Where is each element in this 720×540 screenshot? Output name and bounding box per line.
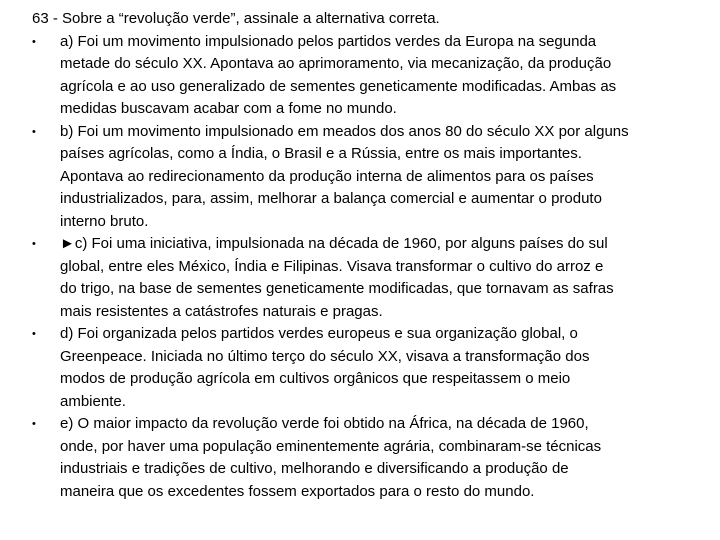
option-b-text bbox=[60, 121, 702, 234]
option-line: industriais e tradições de cultivo, melhorando e diversificando a produção de bbox=[60, 460, 569, 477]
option-line: medidas buscavam acabar com a fome no mundo. bbox=[60, 100, 397, 117]
option-line: interno bruto. bbox=[60, 212, 149, 230]
option-e bbox=[32, 413, 702, 503]
bullet-icon: • bbox=[32, 125, 36, 138]
option-line: onde, por haver uma população eminentemente agrária, combinaram-se técnicas bbox=[60, 437, 602, 455]
option-line: industrializados, para, assim, melhorar a balança comercial e aumentar o produto bbox=[60, 190, 602, 207]
option-d bbox=[32, 323, 702, 413]
option-e-text bbox=[60, 413, 702, 503]
bullet-icon: • bbox=[32, 35, 36, 48]
option-c-text bbox=[60, 233, 702, 323]
option-line: Apontava ao redirecionamento da produção interna de alimentos para os países bbox=[60, 167, 594, 185]
options-list bbox=[32, 31, 702, 504]
option-line: e) O maior impacto da revolução verde foi obtido na África, na década de 1960, bbox=[60, 415, 589, 432]
option-line: países agrícolas, como a Índia, o Brasil e a Rússia, entre os mais importantes. bbox=[60, 145, 582, 162]
option-line: do trigo, na base de sementes geneticamente modificadas, que tornavam as safras bbox=[60, 280, 614, 297]
option-b bbox=[32, 121, 702, 234]
bullet-icon: • bbox=[32, 328, 36, 340]
option-d-text bbox=[60, 323, 702, 413]
bullet-icon: • bbox=[32, 238, 36, 250]
option-line: mais resistentes a catástrofes naturais e pragas. bbox=[60, 302, 383, 320]
option-line: maneira que os excedentes fossem exportados para o resto do mundo. bbox=[60, 482, 535, 500]
question-title: 63 - Sobre a “revolução verde”, assinale a alternativa correta. bbox=[32, 10, 440, 27]
option-line: Greenpeace. Iniciada no último terço do século XX, visava a transformação dos bbox=[60, 347, 590, 365]
option-line: agrícola e ao uso generalizado de sementes geneticamente modificadas. Ambas as bbox=[60, 77, 617, 95]
option-a bbox=[32, 31, 702, 121]
option-c bbox=[32, 233, 702, 323]
option-line: global, entre eles México, Índia e Filipinas. Visava transformar o cultivo do arroz e bbox=[60, 257, 604, 275]
question-block bbox=[32, 8, 702, 503]
option-line: ambiente. bbox=[60, 392, 126, 410]
option-line: b) Foi um movimento impulsionado em meados dos anos 80 do século XX por alguns bbox=[60, 122, 629, 140]
bullet-icon: • bbox=[32, 418, 36, 430]
option-line: modos de produção agrícola em cultivos orgânicos que respeitassem o meio bbox=[60, 370, 571, 387]
option-line: d) Foi organizada pelos partidos verdes europeus e sua organização global, o bbox=[60, 325, 578, 342]
option-line: a) Foi um movimento impulsionado pelos partidos verdes da Europa na segunda bbox=[60, 32, 597, 50]
option-a-text bbox=[60, 31, 702, 121]
option-line: ►c) Foi uma iniciativa, impulsionada na década de 1960, por alguns países do sul bbox=[60, 235, 608, 252]
option-line: metade do século XX. Apontava ao aprimoramento, via mecanização, da produção bbox=[60, 55, 612, 72]
